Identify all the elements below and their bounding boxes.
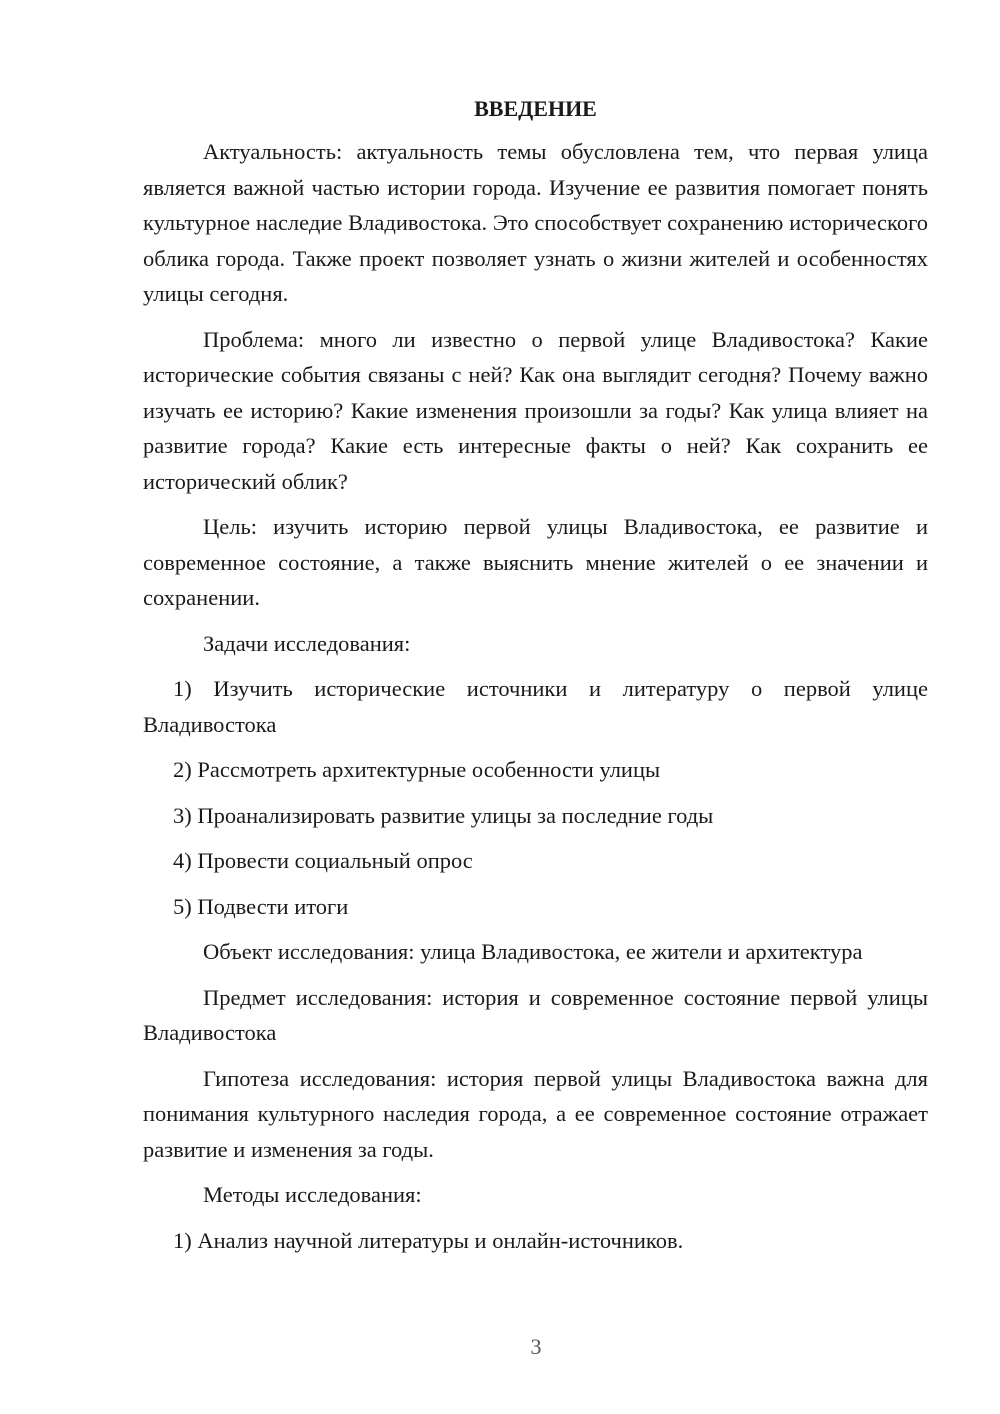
task-item-4: 4) Провести социальный опрос	[173, 848, 473, 873]
paragraph-relevance: Актуальность: актуальность темы обусловлена тем, что первая улица является важной частью истории города. Изучение ее развития помогает понять культурное наследие Владивостока. Это способствует сохранению исторического облика города. Также проект позволяет узнать о жизни жителей и особенностях улицы сегодня.	[143, 139, 928, 306]
paragraph-object: Объект исследования: улица Владивостока, ее жители и архитектура	[203, 939, 863, 964]
task-item-5: 5) Подвести итоги	[173, 893, 349, 919]
paragraph-goal: Цель: изучить историю первой улицы Владивостока, ее развитие и современное состояние, а также выяснить мнение жителей о ее значении и сохранении.	[143, 514, 928, 610]
task-item-3: 3) Проанализировать развитие улицы за последние годы	[173, 802, 714, 828]
page-number: 3	[530, 1334, 542, 1359]
method-item-1: 1) Анализ научной литературы и онлайн-источников.	[173, 1227, 684, 1253]
task-item-2: 2) Рассмотреть архитектурные особенности улицы	[173, 757, 661, 782]
tasks-heading: Задачи исследования:	[203, 630, 411, 656]
task-item-1: 1) Изучить исторические источники и литературу о первой улице Владивостока	[143, 676, 928, 737]
section-title: ВВЕДЕНИЕ	[474, 96, 597, 121]
paragraph-subject: Предмет исследования: история и современное состояние первой улицы Владивостока	[143, 984, 928, 1045]
paragraph-hypothesis: Гипотеза исследования: история первой улицы Владивостока важна для понимания культурного наследия города, а ее современное состояние отражает развитие и изменения за годы.	[143, 1065, 928, 1162]
paragraph-problem: Проблема: много ли известно о первой улице Владивостока? Какие исторические события связаны с ней? Как она выглядит сегодня? Почему важно изучать ее историю? Какие изменения произошли за годы? Как улица влияет на развитие города? Какие есть интересные факты о ней? Как сохранить ее исторический облик?	[143, 326, 928, 494]
methods-heading: Методы исследования:	[203, 1182, 422, 1207]
document-page	[143, 94, 928, 1268]
